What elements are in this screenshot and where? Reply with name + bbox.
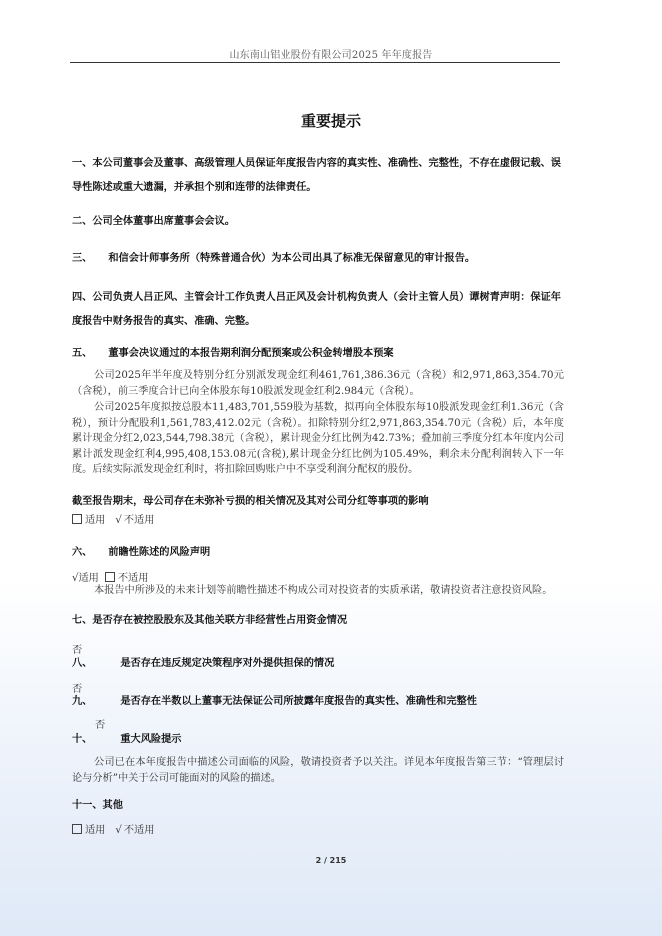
item-10-text: 重大风险提示 xyxy=(120,734,182,745)
risk-paragraph: 公司已在本年度报告中描述公司面临的风险，敬请投资者予以关注。详见本年度报告第三节：“管理层讨论与分析”中关于公司可能面对的风险的描述。 xyxy=(72,757,564,784)
item-5-heading xyxy=(72,343,564,365)
option-applicable: 适用 xyxy=(85,515,106,526)
item-9-text: 是否存在半数以上董事无法保证公司所披露年度报告的真实性、准确性和完整性 xyxy=(120,696,477,707)
check-mark-icon: √ xyxy=(72,573,79,584)
item-6-number: 六、 xyxy=(72,547,93,558)
check-mark-icon: √ xyxy=(115,825,122,836)
item-9-heading xyxy=(72,691,564,713)
item-2: 二、公司全体董事出席董事会会议。 xyxy=(72,216,235,227)
item-3-text: 和信会计师事务所（特殊普通合伙）为本公司出具了标准无保留意见的审计报告。 xyxy=(108,253,476,264)
item-6-text: 前瞻性陈述的风险声明 xyxy=(108,547,211,558)
checkbox-unchecked-icon xyxy=(72,824,82,834)
item-3-number: 三、 xyxy=(72,253,93,264)
item-8-answer: 否 xyxy=(72,684,83,695)
item-9-number: 九、 xyxy=(72,696,93,707)
item-9-answer: 否 xyxy=(95,720,106,731)
forward-looking-options xyxy=(72,569,148,584)
item-8-heading xyxy=(72,653,564,675)
checkbox-unchecked-icon xyxy=(72,514,82,524)
dividend-paragraph-1: 公司2025年半年度及特别分红分别派发现金红利461,761,386.36元（含税）和2,971,863,354.70元（含税），前三季度合计已向全体股东每10股派发现金红利2.984元（含税）。 xyxy=(72,370,564,397)
checkbox-unchecked-icon xyxy=(105,572,115,582)
dividend-paragraph-2: 公司2025年度拟按总股本11,483,701,559股为基数，拟再向全体股东每10股派发现金红利1.36元（含税），预计分配股利1,561,783,412.02元（含税）。扣除特别分红2,971,863,354.70元（含税）后，本年度累计现金分红2,023,544,798.38元（含税），累计现金分红比例为42.73%；叠加前三季度分红本年度内公司累计派发现金红利4,995,408,153.08元(含税),累计现金分红比例为105.49%，剩余未分配利润转入下一年度。后续实际派发现金红利时，将扣除回购账户中不享受利润分配权的股份。 xyxy=(72,402,564,475)
item-5-text: 董事会决议通过的本报告期利润分配预案或公积金转增股本预案 xyxy=(108,348,394,359)
item-8-number: 八、 xyxy=(72,658,93,669)
item-7: 七、是否存在被控股股东及其他关联方非经营性占用资金情况 xyxy=(72,615,348,626)
item-5-number: 五、 xyxy=(72,348,93,359)
option-not-applicable: 不适用 xyxy=(123,515,155,526)
loss-impact-heading: 截至报告期末，母公司存在未弥补亏损的相关情况及其对公司分红等事项的影响 xyxy=(72,496,429,507)
header-rule xyxy=(70,62,560,63)
option-not-applicable: 不适用 xyxy=(117,573,149,584)
option-applicable: 适用 xyxy=(85,825,106,836)
page-title: 重要提示 xyxy=(300,112,361,130)
running-header: 山东南山铝业股份有限公司2025 年年度报告 xyxy=(229,50,433,61)
item-1: 一、本公司董事会及董事、高级管理人员保证年度报告内容的真实性、准确性、完整性，不存在虚假记载、误导性陈述或重大遗漏，并承担个别和连带的法律责任。 xyxy=(72,158,561,193)
other-options xyxy=(72,821,154,836)
page-number: 2 / 215 xyxy=(315,856,347,865)
option-applicable: 适用 xyxy=(78,573,99,584)
item-7-answer: 否 xyxy=(72,645,83,656)
item-8-text: 是否存在违反规定决策程序对外提供担保的情况 xyxy=(120,658,335,669)
item-6-heading xyxy=(72,542,564,564)
item-10-number: 十、 xyxy=(72,734,93,745)
item-10-heading xyxy=(72,729,564,751)
item-4: 四、公司负责人吕正风、主管会计工作负责人吕正风及会计机构负责人（会计主管人员）谭树青声明：保证年度报告中财务报告的真实、准确、完整。 xyxy=(72,292,561,327)
forward-looking-paragraph: 本报告中所涉及的未来计划等前瞻性描述不构成公司对投资者的实质承诺，敬请投资者注意投资风险。 xyxy=(94,585,553,596)
check-mark-icon: √ xyxy=(115,515,122,526)
loss-impact-options xyxy=(72,511,154,526)
item-3 xyxy=(72,248,564,270)
option-not-applicable: 不适用 xyxy=(123,825,155,836)
item-11: 十一、其他 xyxy=(72,800,123,811)
